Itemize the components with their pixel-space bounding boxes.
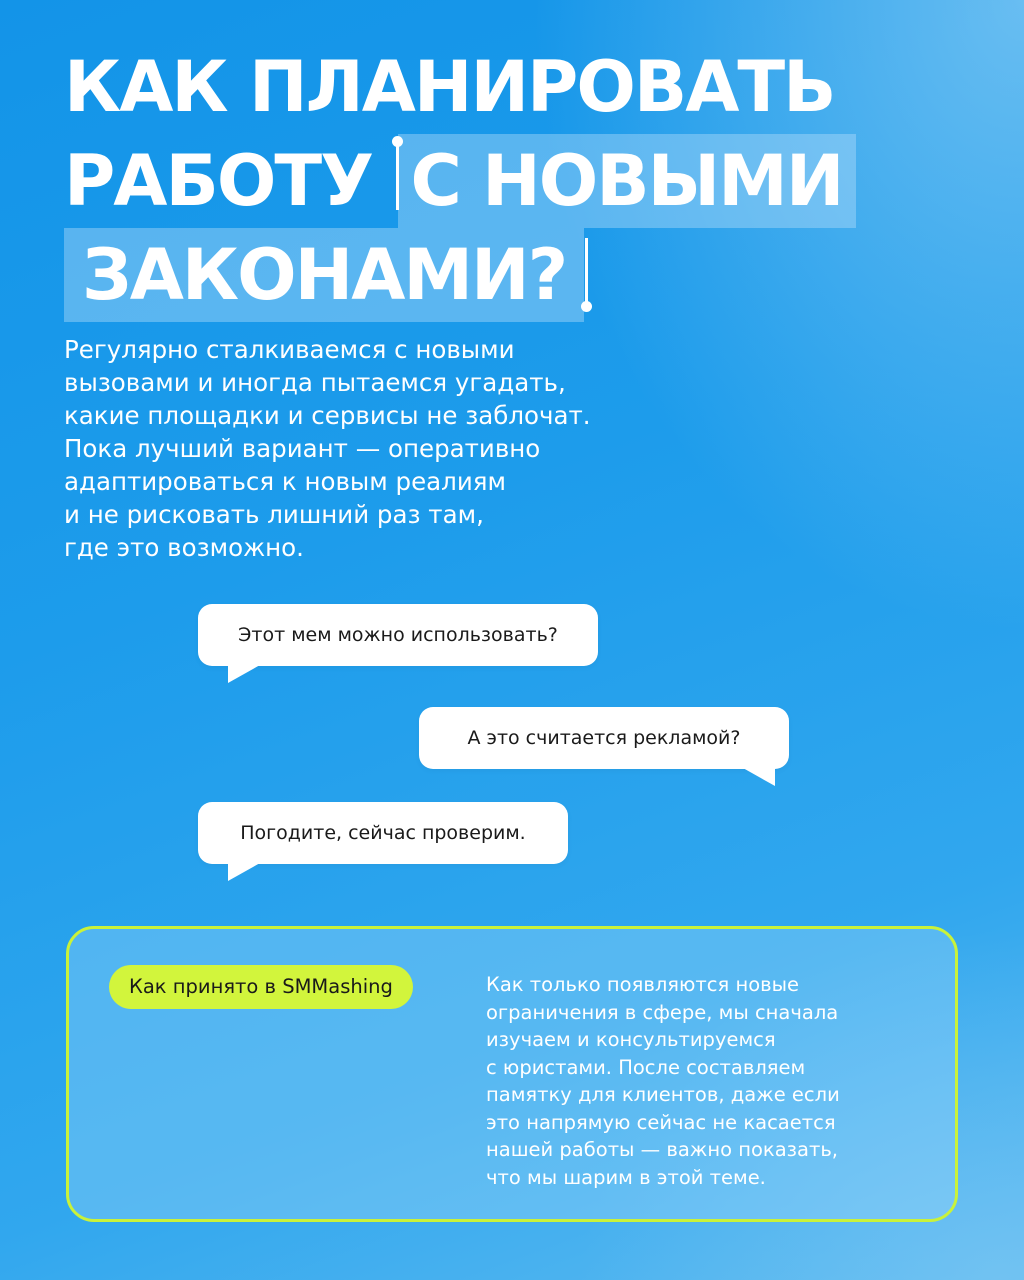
bubble-tail-icon bbox=[743, 768, 775, 786]
title-highlight-1-text: С НОВЫМИ bbox=[410, 140, 843, 222]
title-line-2 bbox=[64, 134, 856, 228]
chat-bubble-meme bbox=[198, 604, 598, 666]
practice-card bbox=[66, 926, 958, 1222]
chat-bubble-text: Погодите, сейчас проверим. bbox=[240, 822, 526, 844]
practice-text: Как только появляются новые ограничения в сфере, мы сначала изучаем и консультируемся с юристами. После составляем памятку для клиентов, даже если это напрямую сейчас не касается нашей работы — важно показать, что мы шарим в этой теме. bbox=[486, 973, 840, 1189]
title-line-1: КАК ПЛАНИРОВАТЬ bbox=[64, 46, 835, 128]
title-word-plain: РАБОТУ bbox=[64, 140, 373, 222]
title-line-3 bbox=[64, 228, 856, 322]
chat-bubble-text: А это считается рекламой? bbox=[467, 727, 741, 749]
title-highlight-2-text: ЗАКОНАМИ? bbox=[82, 234, 567, 316]
chat-bubble-check bbox=[198, 802, 568, 864]
intro-paragraph: Регулярно сталкиваемся с новыми вызовами и иногда пытаемся угадать, какие площадки и сервисы не заблочат. Пока лучший вариант — оперативно адаптироваться к новым реалиям и не рисковать лишний раз там, где это возможно. bbox=[64, 335, 591, 562]
practice-badge: Как принято в SMMashing bbox=[109, 965, 413, 1009]
title-highlight-1 bbox=[398, 134, 856, 228]
bubble-tail-icon bbox=[228, 863, 260, 881]
chat-bubble-text: Этот мем можно использовать? bbox=[238, 624, 558, 646]
title-highlight-2 bbox=[64, 228, 584, 322]
text-cursor-end-icon bbox=[585, 238, 588, 304]
text-cursor-start-icon bbox=[396, 144, 399, 210]
bubble-tail-icon bbox=[228, 665, 260, 683]
chat-bubble-ad bbox=[419, 707, 789, 769]
page-title bbox=[64, 40, 856, 322]
